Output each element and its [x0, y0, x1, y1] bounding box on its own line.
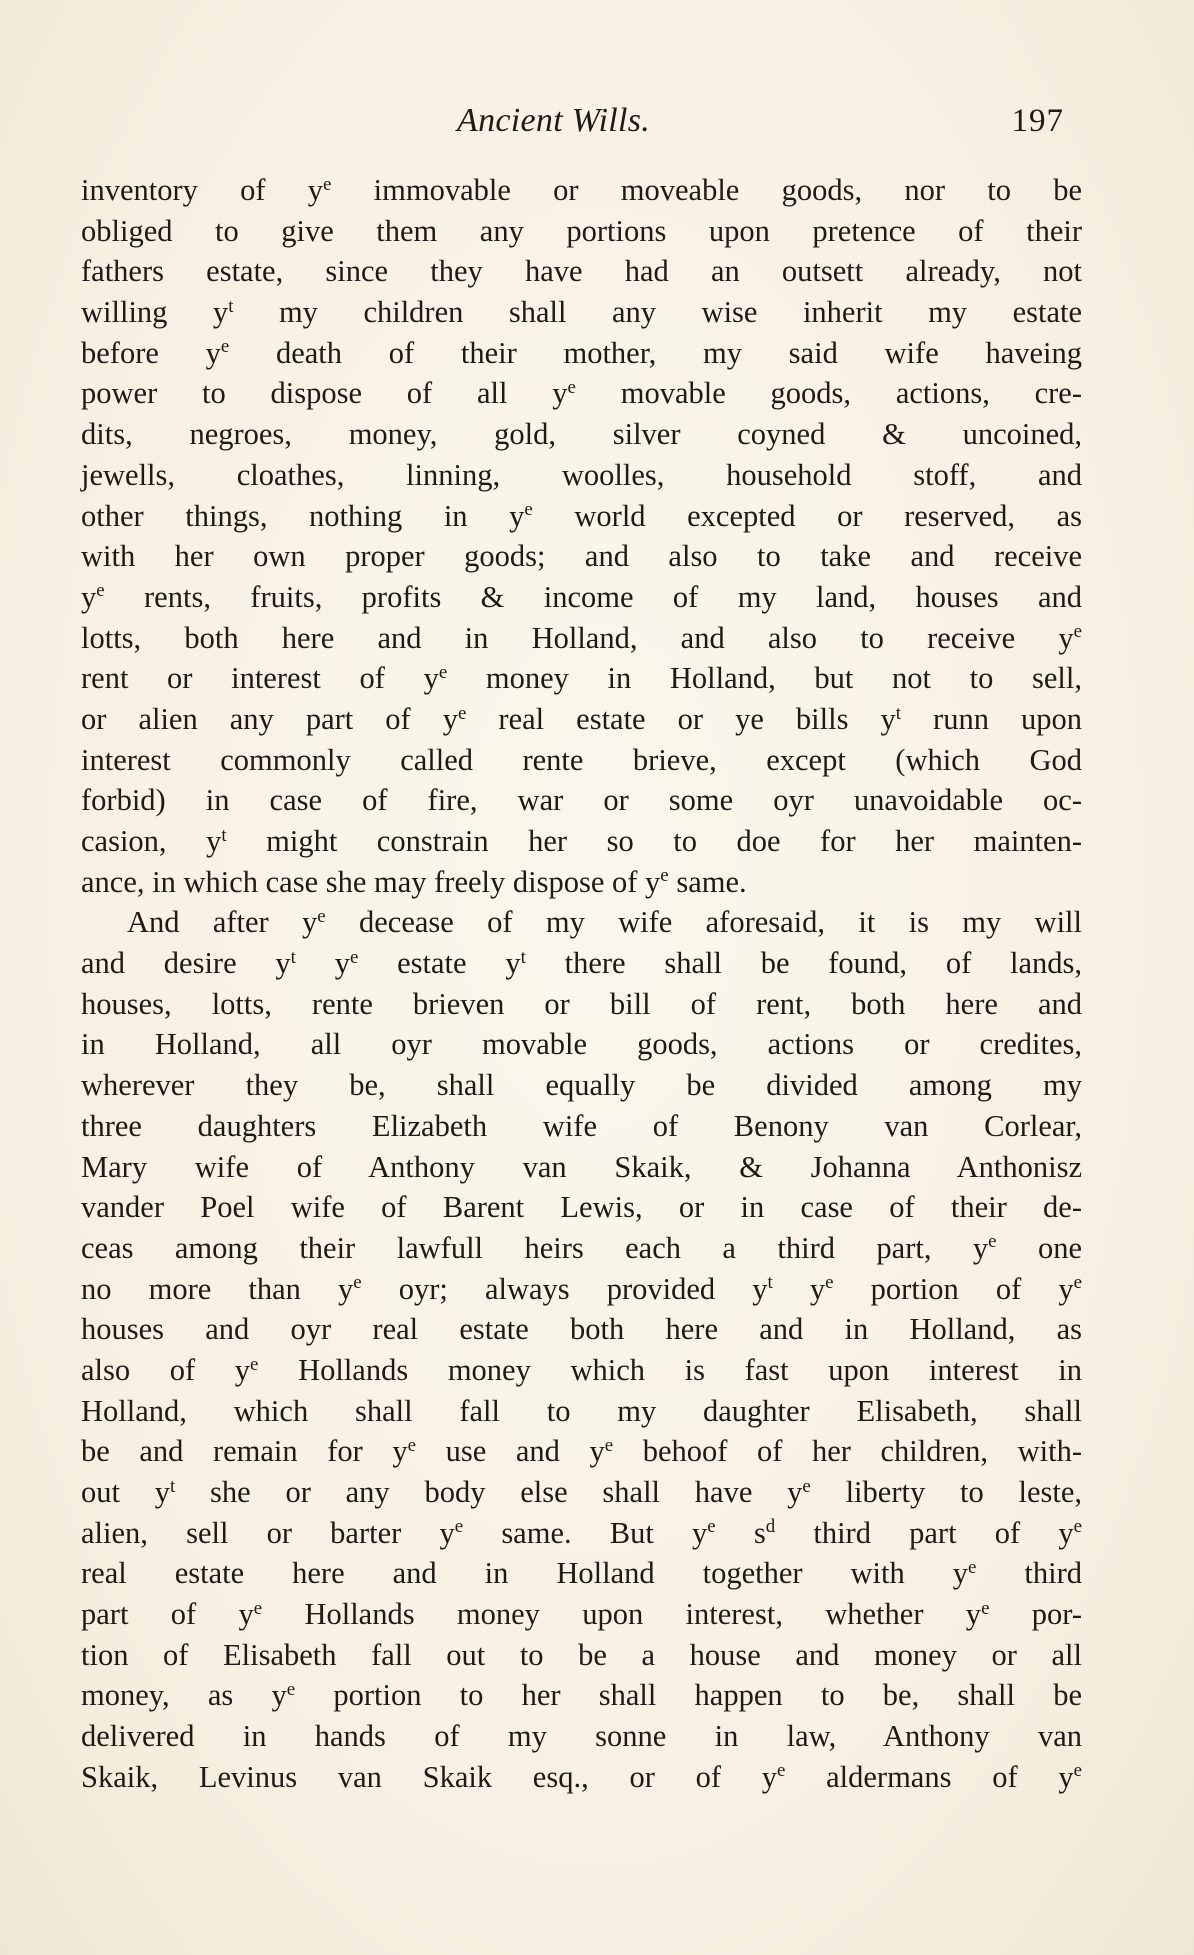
text-line: with her own proper goods; and also to take and receive [81, 539, 1082, 574]
text-line: also of $y^e$ Hollands money which is fast upon interest in [81, 1352, 1082, 1387]
text-line: or alien any part of $y^e$ real estate or ye bills $y^t$ runn upon [81, 701, 1082, 736]
text-line: jewells, cloathes, linning, woolles, household stoff, and [81, 457, 1082, 492]
text-line: obliged to give them any portions upon pretence of their [81, 213, 1082, 248]
text-line: tion of Elisabeth fall out to be a house and money or all [81, 1637, 1082, 1672]
body-text [81, 170, 1082, 1798]
text-line: lotts, both here and in Holland, and also to receive $y^e$ [81, 620, 1082, 655]
text-line: Holland, which shall fall to my daughter Elisabeth, shall [81, 1393, 1082, 1428]
text-line: before $y^e$ death of their mother, my said wife haveing [81, 335, 1082, 370]
text-line: fathers estate, since they have had an outsett already, not [81, 254, 1082, 289]
text-line: alien, sell or barter $y^e$ same. But $y^e$ $s^d$ third part of $y^e$ [81, 1515, 1082, 1550]
text-line: three daughters Elizabeth wife of Benony van Corlear, [81, 1108, 1082, 1143]
text-line: inventory of $y^e$ immovable or moveable goods, nor to be [81, 173, 1082, 207]
text-line: Mary wife of Anthony van Skaik, & Johanna Anthonisz [81, 1149, 1082, 1184]
running-title: Ancient Wills. [457, 102, 651, 139]
paragraph [81, 902, 1082, 1797]
text-line: delivered in hands of my sonne in law, Anthony van [81, 1719, 1082, 1754]
text-line: ceas among their lawfull heirs each a third part, $y^e$ one [81, 1230, 1082, 1265]
text-line: be and remain for $y^e$ use and $y^e$ behoof of her children, with- [81, 1434, 1082, 1469]
text-line: ance, in which case she may freely dispose of $y^e$ same. [81, 864, 747, 899]
text-line: and desire $y^t$ $y^e$ estate $y^t$ there shall be found, of lands, [81, 946, 1082, 981]
text-line: wherever they be, shall equally be divided among my [81, 1068, 1082, 1103]
text-line: interest commonly called rente brieve, except (which God [81, 742, 1082, 777]
text-line: no more than $y^e$ oyr; always provided $y^t$ $y^e$ portion of $y^e$ [81, 1271, 1083, 1306]
text-line: And after $y^e$ decease of my wife aforesaid, it is my will [127, 905, 1083, 940]
text-line: willing $y^t$ my children shall any wise inherit my estate [81, 295, 1082, 330]
text-line: houses and oyr real estate both here and in Holland, as [81, 1312, 1082, 1347]
text-line: rent or interest of $y^e$ money in Holland, but not to sell, [81, 661, 1082, 696]
text-line: vander Poel wife of Barent Lewis, or in case of their de- [81, 1190, 1082, 1225]
text-line: real estate here and in Holland together with $y^e$ third [81, 1556, 1083, 1591]
text-line: $y^e$ rents, fruits, profits & income of my land, houses and [81, 579, 1082, 614]
text-line: power to dispose of all $y^e$ movable goods, actions, cre- [81, 376, 1083, 411]
text-line: houses, lotts, rente brieven or bill of rent, both here and [81, 986, 1082, 1021]
text-line: in Holland, all oyr movable goods, actions or credites, [81, 1027, 1082, 1062]
text-line: casion, $y^t$ might constrain her so to doe for her mainten- [81, 824, 1082, 858]
text-line: forbid) in case of fire, war or some oyr unavoidable oc- [81, 783, 1082, 818]
text-line: Skaik, Levinus van Skaik esq., or of $y^e$ aldermans of $y^e$ [81, 1759, 1082, 1794]
page-number: 197 [1011, 103, 1064, 139]
text-line: part of $y^e$ Hollands money upon interest, whether $y^e$ por- [81, 1597, 1082, 1632]
paragraph [81, 170, 1082, 902]
text-line: dits, negroes, money, gold, silver coyned & uncoined, [81, 417, 1082, 452]
text-line: out $y^t$ she or any body else shall have $y^e$ liberty to leste, [81, 1475, 1082, 1509]
page-header [82, 98, 1082, 144]
text-line: money, as $y^e$ portion to her shall happen to be, shall be [81, 1678, 1082, 1713]
text-line: other things, nothing in $y^e$ world excepted or reserved, as [81, 498, 1082, 533]
